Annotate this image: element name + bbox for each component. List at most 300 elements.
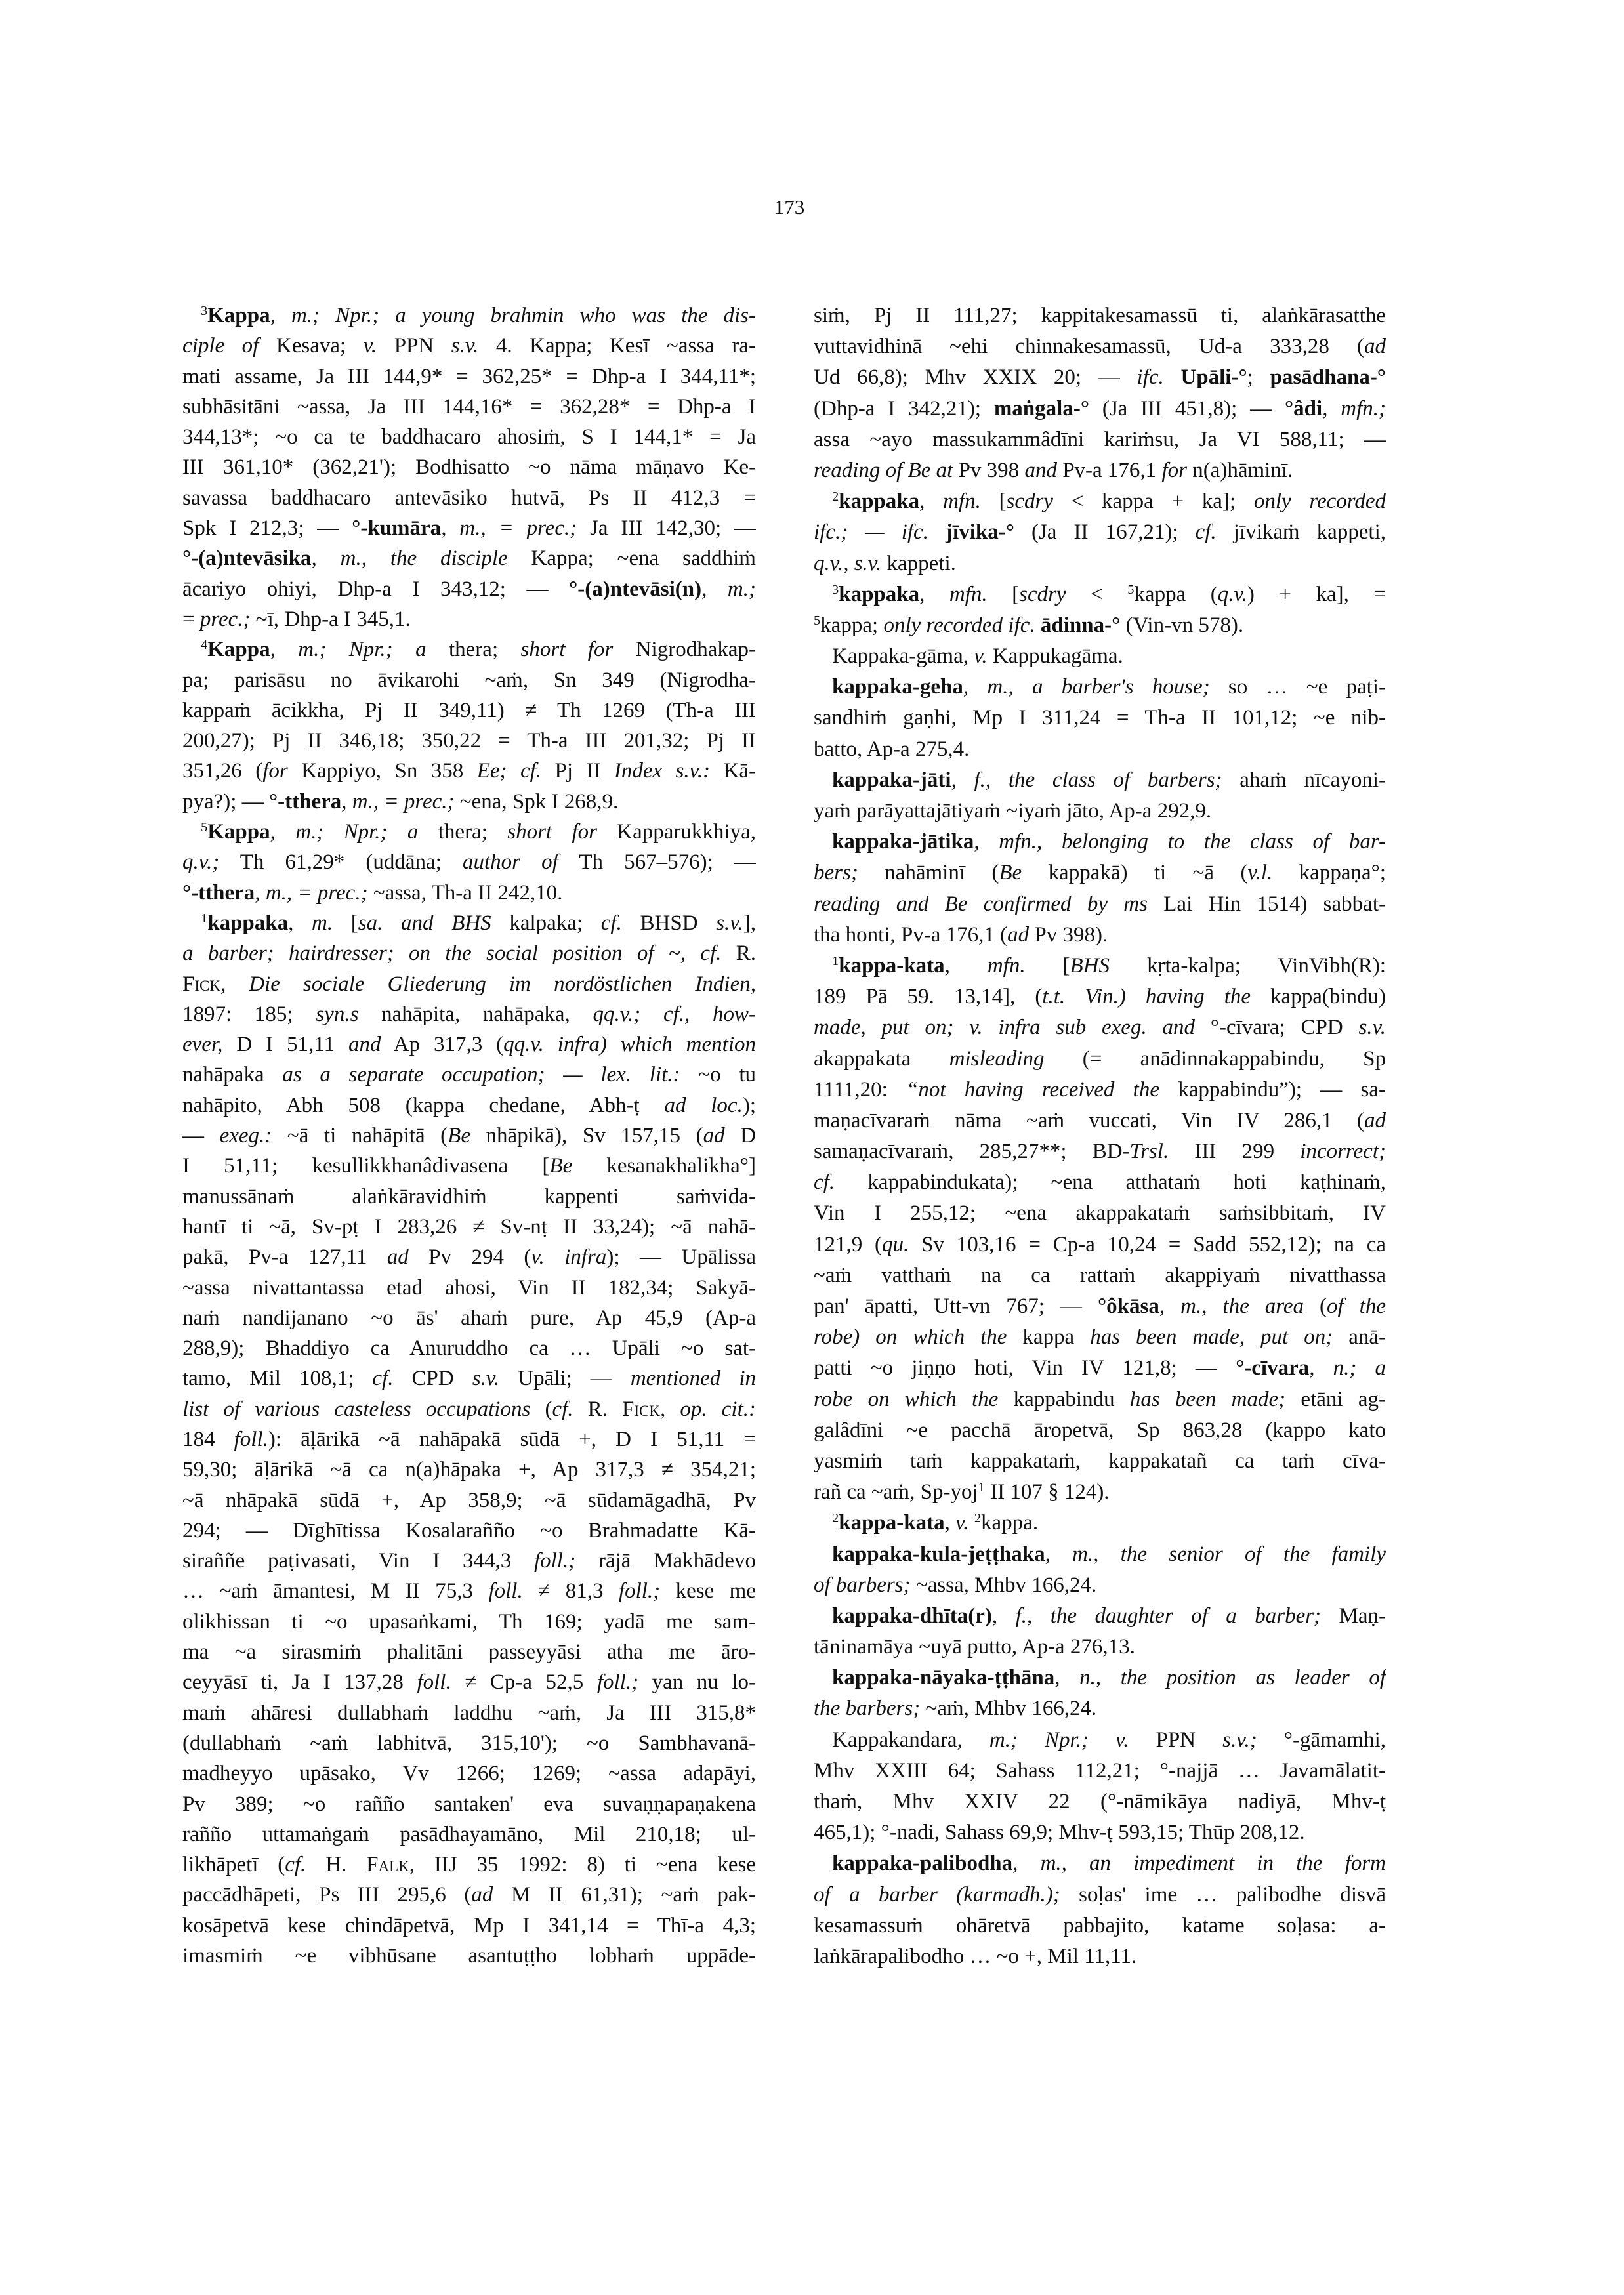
text: 288,9); Bhaddiyo ca Anuruddho ca … Upāli ~o sat- bbox=[182, 1336, 756, 1361]
text: III 361,10* (362,21'); Bodhisatto ~o nāma māṇavo Ke- bbox=[182, 455, 756, 480]
text-line bbox=[182, 695, 756, 726]
italic-text: Index s.v.: bbox=[614, 759, 711, 783]
text: olikhissan ti ~o upasaṅkami, Th 169; yadā me sam- bbox=[182, 1609, 756, 1634]
text: 121,9 ( bbox=[814, 1232, 883, 1256]
italic-text: , n.; a bbox=[1309, 1356, 1386, 1380]
dictionary-entry bbox=[182, 634, 756, 817]
italic-text: , m., an impediment in the form bbox=[1012, 1851, 1386, 1876]
italic-text: prec.; bbox=[199, 607, 251, 631]
text-line bbox=[182, 1090, 756, 1121]
text: madheyyo upāsako, Vv 1266; 1269; ~assa adapāyi, bbox=[182, 1762, 756, 1786]
text-line bbox=[814, 765, 1386, 796]
text-line bbox=[814, 827, 1386, 858]
text-line bbox=[814, 1570, 1386, 1601]
text-line bbox=[182, 1819, 756, 1850]
text: assa ~ayo massukammâdīni kariṁsu, Ja VI 588,11; — bbox=[814, 427, 1386, 451]
italic-text: has been made, put on; bbox=[1090, 1325, 1333, 1350]
text: (Ja II 167,21); bbox=[1014, 520, 1196, 545]
text-line bbox=[814, 1044, 1386, 1075]
italic-text: short for bbox=[507, 820, 597, 844]
text: laṅkārapalibodho … ~o +, Mil 11,11. bbox=[814, 1944, 1137, 1968]
text-line bbox=[182, 1151, 756, 1181]
italic-text: v.l. bbox=[1247, 861, 1273, 885]
right-column bbox=[814, 300, 1386, 1972]
text: nahāpaka bbox=[182, 1063, 283, 1087]
italic-text: s.v. bbox=[451, 334, 479, 358]
text: kappa ( bbox=[1134, 582, 1218, 606]
italic-text: author of bbox=[463, 850, 558, 875]
text bbox=[1164, 365, 1181, 389]
italic-text: , m., a barber's house; bbox=[963, 675, 1210, 699]
italic-text: ifc.; — ifc. bbox=[814, 520, 928, 545]
text: Vin I 255,12; ~ena akappakataṁ saṁsibbitaṁ, IV bbox=[814, 1201, 1386, 1226]
text: °-gāmamhi, bbox=[1257, 1727, 1386, 1752]
headword: °âdi bbox=[1284, 396, 1323, 421]
text: likhāpetī ( bbox=[182, 1853, 285, 1877]
italic-text: “not having received the bbox=[906, 1077, 1159, 1102]
text: D bbox=[724, 1124, 756, 1148]
text: kosāpetvā kese chindāpetvā, Mp I 341,14 = Thī-a 4,3; bbox=[182, 1913, 756, 1937]
text: 351,26 ( bbox=[182, 759, 263, 783]
text: ceyyāsī ti, Ja I 137,28 bbox=[182, 1670, 417, 1695]
italic-text: , mfn. bbox=[919, 489, 981, 514]
text-line bbox=[182, 999, 756, 1029]
text-line bbox=[814, 362, 1386, 393]
italic-text: incorrect; bbox=[1300, 1140, 1386, 1164]
text-line bbox=[814, 424, 1386, 455]
headword: °ôkāsa bbox=[1097, 1294, 1159, 1318]
text: ahaṁ nīcayoni- bbox=[1222, 768, 1386, 792]
italic-text: as a separate occupation; — lex. lit.: bbox=[282, 1063, 680, 1087]
italic-text: for bbox=[1161, 458, 1187, 482]
text: PPN bbox=[1129, 1727, 1223, 1752]
text: ], bbox=[743, 911, 756, 935]
text-line bbox=[814, 889, 1386, 920]
dictionary-entry bbox=[814, 579, 1386, 641]
small-caps-name: Fick bbox=[182, 972, 220, 996]
text: siṁ, Pj II 111,27; kappitakesamassū ti, alaṅkārasatthe bbox=[814, 304, 1386, 327]
text: Ap 317,3 ( bbox=[381, 1033, 504, 1057]
text-line bbox=[182, 1667, 756, 1697]
italic-text: foll. bbox=[234, 1427, 268, 1451]
text-line bbox=[182, 1394, 756, 1424]
text: kappa; bbox=[820, 613, 884, 637]
italic-text: , m., = prec.; bbox=[341, 789, 455, 814]
dictionary-entry bbox=[814, 300, 1386, 486]
text-line bbox=[182, 513, 756, 543]
homonym-number: 2 bbox=[974, 1511, 982, 1526]
homonym-number: 3 bbox=[201, 303, 208, 318]
italic-text: and bbox=[1024, 458, 1057, 482]
text: galâdīni ~e pacchā āropetvā, Sp 863,28 (kappo kato bbox=[814, 1418, 1386, 1442]
text-line bbox=[182, 1242, 756, 1272]
text: ~aṁ vatthaṁ na ca rattaṁ akappiyaṁ nivatthassa bbox=[814, 1263, 1386, 1287]
text-line bbox=[814, 1415, 1386, 1446]
text-line bbox=[814, 486, 1386, 517]
italic-text: the barbers; bbox=[814, 1697, 921, 1721]
text: pan' āpatti, Utt-vn 767; — bbox=[814, 1294, 1098, 1318]
italic-text: , m.; Npr.; a bbox=[270, 820, 419, 844]
text-line bbox=[814, 1508, 1386, 1539]
text: maṇacīvaraṁ nāma ~aṁ vuccati, Vin IV 286,1 ( bbox=[814, 1108, 1364, 1132]
text-line bbox=[182, 1424, 756, 1455]
homonym-number: 1 bbox=[978, 1479, 985, 1495]
headword: Kappa bbox=[207, 820, 270, 844]
text-line bbox=[814, 1941, 1386, 1972]
dictionary-entry bbox=[814, 1508, 1386, 1539]
text-line bbox=[814, 672, 1386, 703]
italic-text: , mfn.; bbox=[1322, 396, 1386, 421]
text-line bbox=[182, 1121, 756, 1151]
text: tamo, Mil 108,1; bbox=[182, 1367, 373, 1391]
text: ≠ 81,3 bbox=[522, 1579, 619, 1603]
text-line bbox=[182, 665, 756, 695]
text: soḷas' ime … palibodhe disvā bbox=[1060, 1882, 1386, 1907]
italic-text: cf. bbox=[285, 1853, 306, 1877]
homonym-number: 4 bbox=[201, 638, 208, 653]
italic-text: a barber; hairdresser; on the social position of ~, cf. bbox=[182, 941, 722, 966]
text: so … ~e paṭi- bbox=[1209, 675, 1386, 699]
text-line bbox=[182, 847, 756, 877]
text: ~ena, Spk I 268,9. bbox=[454, 789, 619, 814]
text-line bbox=[182, 1941, 756, 1971]
text: ~assa nivattantassa etad ahosi, Vin II 182,34; Sakyā- bbox=[182, 1275, 756, 1300]
italic-text: of barbers; bbox=[814, 1573, 911, 1597]
dictionary-entry bbox=[814, 1539, 1386, 1601]
dictionary-entry bbox=[814, 1848, 1386, 1972]
text-line bbox=[814, 1911, 1386, 1941]
text: Spk I 212,3; — bbox=[182, 516, 352, 541]
text: kesanakhalikha°] bbox=[572, 1154, 756, 1178]
text: Sv 103,16 = Cp-a 10,24 = Sadd 552,12); na ca bbox=[909, 1232, 1386, 1256]
italic-text: , Die sociale Gliederung im nordöstlichen Indien, bbox=[220, 972, 756, 996]
text-line bbox=[182, 392, 756, 422]
dictionary-entry bbox=[814, 1601, 1386, 1663]
text-line bbox=[182, 422, 756, 452]
headword: kappaka-palibodha bbox=[832, 1851, 1013, 1876]
text: ~assa, Th-a II 242,10. bbox=[367, 880, 563, 905]
text-line bbox=[814, 1075, 1386, 1106]
headword: Upāli-° bbox=[1180, 365, 1247, 390]
text: kappeti. bbox=[881, 551, 956, 575]
italic-text: , f., the daughter of a barber; bbox=[991, 1603, 1322, 1628]
text: yasmiṁ taṁ kappakataṁ, kappakatañ ca taṁ cīva- bbox=[814, 1449, 1386, 1473]
dictionary-entry bbox=[814, 641, 1386, 672]
text-line bbox=[814, 641, 1386, 672]
text: siraññe paṭivasati, Vin I 344,3 bbox=[182, 1549, 534, 1573]
text: ( bbox=[1304, 1294, 1327, 1318]
italic-text: , m. bbox=[288, 911, 333, 935]
italic-text: cf. bbox=[552, 1397, 573, 1421]
italic-text: v. bbox=[974, 644, 988, 669]
text-line bbox=[814, 1446, 1386, 1477]
text-line bbox=[814, 703, 1386, 734]
italic-text: of a barber (karmadh.); bbox=[814, 1882, 1060, 1907]
headword: kappaka-dhīta(r) bbox=[832, 1603, 992, 1628]
text-line bbox=[814, 548, 1386, 579]
page-number: 173 bbox=[774, 196, 805, 218]
italic-text: , m., = prec.; bbox=[441, 516, 577, 541]
text-line bbox=[182, 1182, 756, 1212]
text: Kā- bbox=[710, 759, 756, 783]
headword: kappaka-jāti bbox=[832, 768, 951, 792]
text: M II 61,31); ~aṁ pak- bbox=[493, 1883, 756, 1907]
text-line bbox=[814, 1322, 1386, 1353]
text-line bbox=[814, 455, 1386, 486]
headword: °-kumāra bbox=[352, 516, 442, 541]
italic-text: ifc. bbox=[1136, 365, 1164, 390]
text: Lai Hin 1514) sabbat- bbox=[1147, 892, 1386, 916]
text: R. bbox=[721, 941, 756, 966]
text-line bbox=[814, 1384, 1386, 1415]
text: Nigrodhakap- bbox=[613, 638, 756, 662]
italic-text: ad bbox=[386, 1245, 409, 1270]
homonym-number: 3 bbox=[832, 582, 839, 597]
text: Mhv XXIII 64; Sahass 112,21; °-najjā … Javamālatit- bbox=[814, 1758, 1386, 1783]
text: yaṁ parāyattajātiyaṁ ~iyaṁ jāto, Ap-a 292,9. bbox=[814, 799, 1212, 823]
text: n(a)hāminī. bbox=[1186, 458, 1293, 482]
text-line bbox=[182, 817, 756, 847]
text-line bbox=[814, 1198, 1386, 1229]
text: 189 Pā 59. 13,14], ( bbox=[814, 985, 1043, 1009]
text-line bbox=[814, 1477, 1386, 1508]
homonym-number: 2 bbox=[832, 1511, 839, 1526]
text-line bbox=[182, 1212, 756, 1242]
text: Th 61,29* (uddāna; bbox=[219, 850, 463, 875]
text: savassa baddhacaro antevāsiko hutvā, Ps II 412,3 = bbox=[182, 486, 756, 510]
text-line bbox=[814, 1539, 1386, 1570]
text-line bbox=[814, 394, 1386, 424]
italic-text: Be bbox=[448, 1124, 470, 1148]
text-line bbox=[814, 982, 1386, 1012]
text: PPN bbox=[377, 334, 451, 358]
italic-text: q.v., s.v. bbox=[814, 551, 882, 575]
text: ācariyo ohiyi, Dhp-a I 343,12; — bbox=[182, 577, 570, 601]
italic-text: bers; bbox=[814, 861, 858, 885]
text-line bbox=[182, 878, 756, 908]
italic-text: cf. bbox=[1195, 520, 1217, 545]
text: naṁ nandijanano ~o ās' ahaṁ pure, Ap 45,9 (Ap-a bbox=[182, 1306, 756, 1330]
text: CPD bbox=[393, 1367, 472, 1391]
text-line bbox=[182, 756, 756, 786]
homonym-number: 2 bbox=[832, 489, 839, 504]
italic-text: misleading bbox=[949, 1046, 1045, 1071]
headword: kappaka-jātika bbox=[832, 830, 974, 854]
text: Pv 398). bbox=[1029, 922, 1108, 947]
text: Kappakandara bbox=[832, 1727, 957, 1752]
small-caps-name: Falk bbox=[366, 1853, 409, 1877]
headword: Kappa bbox=[207, 638, 270, 662]
text: ≠ Cp-a 52,5 bbox=[451, 1670, 597, 1695]
text-line bbox=[814, 610, 1386, 641]
text-line bbox=[182, 1576, 756, 1606]
dictionary-entry bbox=[182, 817, 756, 908]
text: ); bbox=[742, 1093, 756, 1117]
text-line bbox=[814, 1632, 1386, 1663]
italic-text: foll.; bbox=[618, 1579, 661, 1603]
italic-text: ad bbox=[1364, 1108, 1386, 1132]
italic-text: , m.; bbox=[701, 577, 756, 601]
text: akappakata bbox=[814, 1046, 949, 1071]
text: R. bbox=[573, 1397, 623, 1421]
dictionary-entry bbox=[182, 908, 756, 1971]
text: ~ā nhāpakā sūdā +, Ap 358,9; ~ā sūdamāgadhā, Pv bbox=[182, 1488, 756, 1512]
headword: jīvika-° bbox=[946, 520, 1014, 545]
text-line bbox=[182, 1029, 756, 1060]
text: 59,30; āḷārikā ~ā ca n(a)hāpaka +, Ap 317,3 ≠ 354,21; bbox=[182, 1458, 756, 1482]
text: Kappukagāma. bbox=[987, 644, 1123, 669]
text: [ bbox=[333, 911, 358, 935]
italic-text: and bbox=[348, 1033, 381, 1057]
text: (Ja III 451,8); — bbox=[1089, 396, 1285, 421]
text-line bbox=[182, 483, 756, 513]
left-column bbox=[182, 300, 756, 1971]
text: kappabindu bbox=[998, 1387, 1130, 1411]
homonym-number: 5 bbox=[201, 819, 208, 835]
text-line bbox=[814, 1260, 1386, 1291]
italic-text: s.v. bbox=[472, 1367, 500, 1391]
text-line bbox=[814, 1756, 1386, 1787]
italic-text: , v. bbox=[944, 1511, 969, 1535]
text-line bbox=[182, 726, 756, 756]
text-line bbox=[182, 1911, 756, 1941]
text-line bbox=[182, 1850, 756, 1880]
headword: kappa-kata bbox=[839, 1511, 945, 1535]
italic-text: foll.; bbox=[533, 1549, 576, 1573]
text: 1111,20: bbox=[814, 1077, 907, 1102]
text-line bbox=[814, 579, 1386, 610]
text: , IIJ 35 1992: 8) ti ~ena kese bbox=[409, 1853, 756, 1877]
text: kappaṇa°; bbox=[1272, 861, 1386, 885]
italic-text: cf. bbox=[600, 911, 622, 935]
text: maṁ ahāresi dullabhaṁ laddhu ~aṁ, Ja III 315,8* bbox=[182, 1701, 756, 1725]
text-line bbox=[182, 1363, 756, 1394]
text: [ bbox=[987, 582, 1020, 606]
text: 344,13*; ~o ca te baddhacaro ahosiṁ, S I 144,1* = Ja bbox=[182, 425, 756, 449]
italic-text: has been made; bbox=[1129, 1387, 1286, 1411]
text-line bbox=[182, 1789, 756, 1819]
text-line bbox=[182, 1758, 756, 1788]
text-line bbox=[814, 1848, 1386, 1879]
text-line bbox=[182, 969, 756, 999]
text: ) + ka], = bbox=[1247, 582, 1386, 606]
text-line bbox=[182, 1880, 756, 1910]
text: ma ~a sirasmiṁ phalitāni passeyyāsi atha me āro- bbox=[182, 1640, 756, 1664]
headword: kappaka bbox=[839, 582, 920, 606]
italic-text: foll. bbox=[488, 1579, 523, 1603]
text: 184 bbox=[182, 1427, 234, 1451]
text: nhāpikā), Sv 157,15 ( bbox=[470, 1124, 703, 1148]
italic-text: qq.v.; cf., how- bbox=[593, 1002, 756, 1026]
text: (dullabhaṁ ~aṁ labhitvā, 315,10'); ~o Sambhavanā- bbox=[182, 1731, 756, 1755]
text-line bbox=[182, 1303, 756, 1333]
text: ( bbox=[530, 1397, 552, 1421]
italic-text: ciple of bbox=[182, 334, 259, 358]
italic-text: robe) on which the bbox=[814, 1325, 1007, 1350]
italic-text: list of various casteless occupations bbox=[182, 1397, 531, 1421]
text: [ bbox=[1025, 953, 1070, 978]
italic-text: short for bbox=[520, 638, 614, 662]
headword: kappa-kata bbox=[839, 953, 945, 978]
text: Pv 398 bbox=[953, 458, 1025, 482]
text: 294; — Dīghītissa Kosalarañño ~o Brahmadatte Kā- bbox=[182, 1518, 756, 1542]
text-line bbox=[182, 1273, 756, 1303]
italic-text: exeg.: bbox=[219, 1124, 272, 1148]
headword: maṅgala-° bbox=[993, 396, 1090, 421]
italic-text: ad bbox=[703, 1124, 725, 1148]
italic-text: for bbox=[262, 759, 288, 783]
text bbox=[1035, 613, 1041, 637]
italic-text: , m., the senior of the family bbox=[1045, 1542, 1386, 1566]
text-line bbox=[814, 1230, 1386, 1260]
text: ): āḷārikā ~ā nahāpakā sūdā +, D I 51,11 = bbox=[268, 1427, 756, 1451]
text: Kappiyo, Sn 358 bbox=[287, 759, 477, 783]
italic-text: ad bbox=[1364, 335, 1386, 359]
italic-text: Be bbox=[549, 1154, 573, 1178]
italic-text: reading of Be at bbox=[814, 458, 953, 482]
text: ); — Upālissa bbox=[606, 1245, 756, 1270]
italic-text: , mfn. bbox=[944, 953, 1026, 978]
italic-text: scdry bbox=[1006, 489, 1054, 514]
text: BHSD bbox=[621, 911, 717, 935]
text-line bbox=[814, 1291, 1386, 1322]
headword: kappaka-nāyaka-ṭṭhāna bbox=[832, 1666, 1055, 1690]
text: paccādhāpeti, Ps III 295,6 ( bbox=[182, 1883, 472, 1907]
text-line bbox=[814, 1136, 1386, 1167]
italic-text: sa. and BHS bbox=[358, 911, 491, 935]
text: — bbox=[182, 1124, 220, 1148]
text: … ~aṁ āmantesi, M II 75,3 bbox=[182, 1579, 489, 1603]
headword: °-(a)ntevāsi(n) bbox=[569, 577, 702, 601]
text: Th 567–576); — bbox=[558, 850, 756, 875]
italic-text: ever, bbox=[182, 1033, 223, 1057]
text-line bbox=[814, 951, 1386, 982]
text: pya?); — bbox=[182, 789, 269, 814]
text-line bbox=[814, 1353, 1386, 1384]
text: ~ī, Dhp-a I 345,1. bbox=[250, 607, 411, 631]
text: ; bbox=[1247, 365, 1270, 390]
text: III 299 bbox=[1169, 1140, 1301, 1164]
dictionary-entry bbox=[814, 672, 1386, 765]
italic-text: , m., the disciple bbox=[311, 547, 508, 571]
text: rañño uttamaṅgaṁ pasādhayamāno, Mil 210,18; ul- bbox=[182, 1822, 756, 1846]
text-line bbox=[182, 1455, 756, 1485]
dictionary-entry bbox=[814, 765, 1386, 827]
text: thera; bbox=[418, 820, 508, 844]
text-line bbox=[182, 1516, 756, 1546]
text: I 51,11; kesullikkhanâdivasena [ bbox=[182, 1154, 550, 1178]
text-line bbox=[814, 1725, 1386, 1756]
text-line bbox=[182, 1060, 756, 1090]
text: etāni ag- bbox=[1285, 1387, 1386, 1411]
text: tāninamāya ~uyā putto, Ap-a 276,13. bbox=[814, 1635, 1135, 1659]
text-line bbox=[814, 1817, 1386, 1848]
text-line bbox=[182, 1637, 756, 1667]
text-line bbox=[182, 908, 756, 938]
text: Pj II bbox=[541, 759, 614, 783]
text-line bbox=[814, 331, 1386, 362]
text-line bbox=[814, 920, 1386, 951]
italic-text: , m., = prec.; bbox=[255, 880, 368, 905]
text-line bbox=[814, 1601, 1386, 1632]
italic-text: of the bbox=[1327, 1294, 1386, 1318]
italic-text: , m., the area bbox=[1159, 1294, 1304, 1318]
text-line bbox=[182, 1607, 756, 1637]
text: Maṇ- bbox=[1321, 1603, 1386, 1628]
text-line bbox=[182, 331, 756, 361]
text: ~aṁ, Mhbv 166,24. bbox=[920, 1697, 1097, 1721]
text: (= anādinnakappabindu, Sp bbox=[1044, 1046, 1386, 1071]
